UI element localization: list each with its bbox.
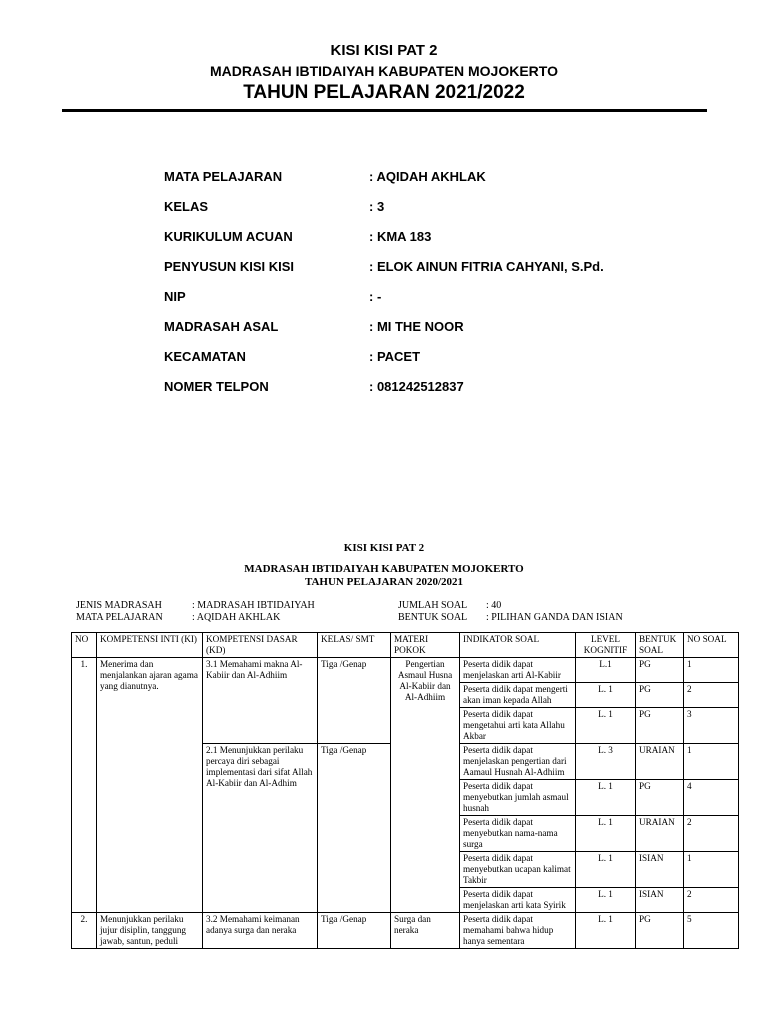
indikator-cell: Peserta didik dapat menjelaskan arti kata Syirik	[460, 888, 576, 913]
table-row	[72, 913, 739, 949]
kelas-cell: Tiga /Genap	[318, 744, 391, 913]
nosoal-cell: 2	[684, 816, 739, 852]
info-label: KURIKULUM ACUAN	[164, 229, 293, 244]
materi-cell: Pengertian Asmaul Husna Al-Kabiir dan Al-Adhiim	[391, 658, 460, 913]
table-header-row	[72, 633, 739, 658]
indikator-cell: Peserta didik dapat menjelaskan arti Al-Kabiir	[460, 658, 576, 683]
bentuk-cell: ISIAN	[636, 852, 684, 888]
info-value: : -	[369, 289, 382, 304]
level-cell: L. 1	[576, 888, 636, 913]
bentuk-cell: PG	[636, 658, 684, 683]
bentuk-cell: PG	[636, 913, 684, 949]
section-school-name: MADRASAH IBTIDAIYAH KABUPATEN MOJOKERTO	[244, 563, 524, 575]
nosoal-cell: 1	[684, 658, 739, 683]
bentuk-cell: URAIAN	[636, 744, 684, 780]
indikator-cell: Peserta didik dapat menyebutkan nama-nama surga	[460, 816, 576, 852]
ki-cell: Menunjukkan perilaku jujur disiplin, tanggung jawab, santun, peduli	[97, 913, 203, 949]
bentuk-cell: URAIAN	[636, 816, 684, 852]
header-kelas: KELAS/ SMT	[318, 633, 391, 658]
info-value: : AQIDAH AKHLAK	[369, 169, 486, 184]
section-title: KISI KISI PAT 2	[343, 542, 425, 554]
meta-value: : PILIHAN GANDA DAN ISIAN	[486, 612, 623, 623]
info-value: : PACET	[369, 349, 421, 364]
section-academic-year: TAHUN PELAJARAN 2020/2021	[304, 576, 464, 588]
level-cell: L. 3	[576, 744, 636, 780]
materi-cell: Surga dan neraka	[391, 913, 460, 949]
indikator-cell: Peserta didik dapat menyebutkan ucapan kalimat Takbir	[460, 852, 576, 888]
info-label: MATA PELAJARAN	[164, 169, 283, 184]
info-label: KECAMATAN	[164, 349, 246, 364]
kelas-cell: Tiga /Genap	[318, 913, 391, 949]
info-label: PENYUSUN KISI KISI	[164, 259, 295, 274]
indikator-cell: Peserta didik dapat memahami bahwa hidup hanya sementara	[460, 913, 576, 949]
kd-cell: 3.1 Memahami makna Al-Kabiir dan Al-Adhiim	[203, 658, 318, 744]
nosoal-cell: 5	[684, 913, 739, 949]
nosoal-cell: 3	[684, 708, 739, 744]
table-row	[72, 658, 739, 683]
bentuk-cell: PG	[636, 780, 684, 816]
header-no: NO	[72, 633, 97, 658]
info-label: KELAS	[164, 199, 209, 214]
info-label: NIP	[164, 289, 186, 304]
header-materi: MATERI POKOK	[391, 633, 460, 658]
meta-label: JUMLAH SOAL	[398, 600, 468, 611]
bentuk-cell: ISIAN	[636, 888, 684, 913]
header-bentuk: BENTUK SOAL	[636, 633, 684, 658]
info-label: MADRASAH ASAL	[164, 319, 279, 334]
indikator-cell: Peserta didik dapat menjelaskan pengertian dari Aamaul Husnah Al-Adhiim	[460, 744, 576, 780]
header-level: LEVEL KOGNITIF	[576, 633, 636, 658]
nosoal-cell: 2	[684, 888, 739, 913]
level-cell: L. 1	[576, 708, 636, 744]
level-cell: L. 1	[576, 913, 636, 949]
meta-label: BENTUK SOAL	[398, 612, 468, 623]
kd-cell: 3.2 Memahami keimanan adanya surga dan neraka	[203, 913, 318, 949]
indikator-cell: Peserta didik dapat mengetahui arti kata Allahu Akbar	[460, 708, 576, 744]
ki-cell: Menerima dan menjalankan ajaran agama yang dianutnya.	[97, 658, 203, 913]
header-divider	[62, 109, 707, 112]
school-name: MADRASAH IBTIDAIYAH KABUPATEN MOJOKERTO	[210, 63, 558, 79]
academic-year: TAHUN PELAJARAN 2021/2022	[243, 82, 525, 103]
info-value: : MI THE NOOR	[369, 319, 464, 334]
meta-value: : MADRASAH IBTIDAIYAH	[192, 600, 315, 611]
level-cell: L. 1	[576, 852, 636, 888]
info-value: : KMA 183	[369, 229, 432, 244]
meta-label: JENIS MADRASAH	[76, 600, 162, 611]
document-title: KISI KISI PAT 2	[330, 42, 438, 59]
info-label: NOMER TELPON	[164, 379, 269, 394]
meta-value: : 40	[486, 600, 502, 611]
level-cell: L. 1	[576, 683, 636, 708]
info-value: : 081242512837	[369, 379, 464, 394]
meta-label: MATA PELAJARAN	[76, 612, 163, 623]
indikator-cell: Peserta didik dapat mengerti akan iman kepada Allah	[460, 683, 576, 708]
nosoal-cell: 1	[684, 744, 739, 780]
header-kd: KOMPETENSI DASAR (KD)	[203, 633, 318, 658]
meta-value: : AQIDAH AKHLAK	[192, 612, 281, 623]
info-value: : 3	[369, 199, 385, 214]
bentuk-cell: PG	[636, 683, 684, 708]
row-number: 2.	[72, 913, 97, 949]
nosoal-cell: 2	[684, 683, 739, 708]
level-cell: L. 1	[576, 816, 636, 852]
level-cell: L. 1	[576, 780, 636, 816]
kisi-kisi-table	[71, 632, 739, 949]
row-number: 1.	[72, 658, 97, 913]
info-value: : ELOK AINUN FITRIA CAHYANI, S.Pd.	[369, 259, 604, 274]
nosoal-cell: 4	[684, 780, 739, 816]
nosoal-cell: 1	[684, 852, 739, 888]
header-ki: KOMPETENSI INTI (KI)	[97, 633, 203, 658]
header-indikator: INDIKATOR SOAL	[460, 633, 576, 658]
bentuk-cell: PG	[636, 708, 684, 744]
kd-cell: 2.1 Menunjukkan perilaku percaya diri sebagai implementasi dari sifat Allah Al-Kabiir dan Al-Adhim	[203, 744, 318, 913]
kelas-cell: Tiga /Genap	[318, 658, 391, 744]
level-cell: L.1	[576, 658, 636, 683]
indikator-cell: Peserta didik dapat menyebutkan jumlah asmaul husnah	[460, 780, 576, 816]
header-nosoal: NO SOAL	[684, 633, 739, 658]
